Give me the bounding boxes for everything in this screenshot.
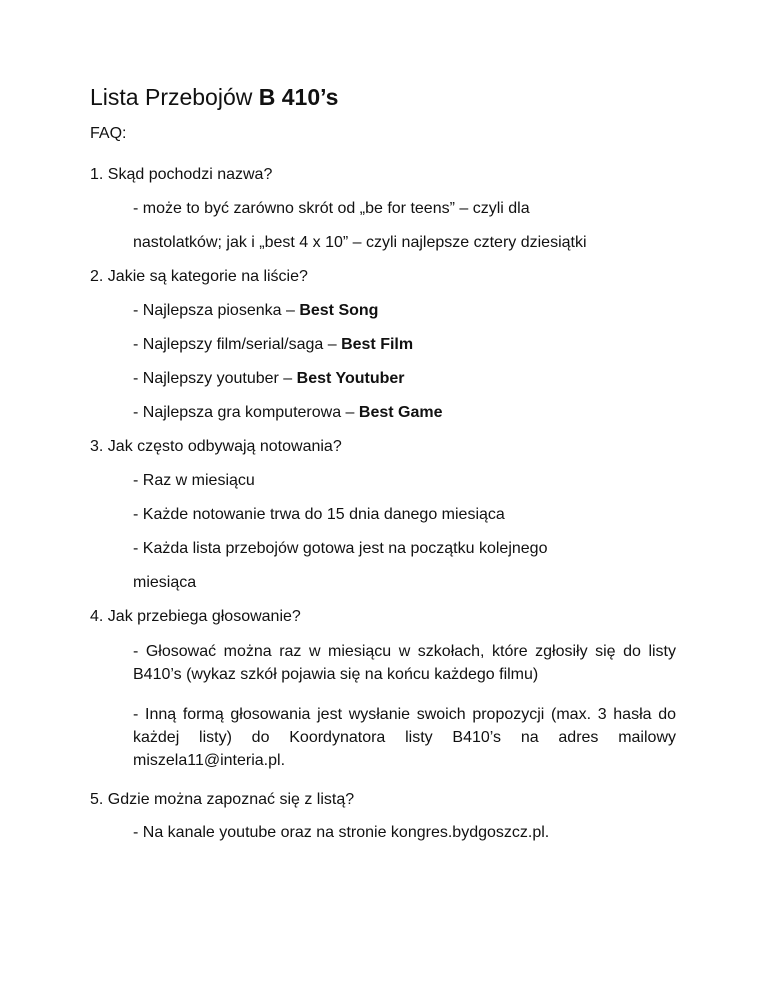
answer-3-item-3-line-1: - Każda lista przebojów gotowa jest na początku kolejnego — [133, 540, 548, 557]
category-item: - Najlepszy film/serial/saga – Best Film — [133, 336, 414, 353]
title-bold: B 410’s — [258, 84, 339, 110]
answer-3-item-2: - Każde notowanie trwa do 15 dnia danego miesiąca — [133, 506, 505, 523]
answer-4-paragraph-1: - Głosować można raz w miesiącu w szkołach, które zgłosiły się do listy B410’s (wykaz szkół pojawia się na końcu każdego filmu) — [133, 643, 676, 683]
faq-label: FAQ: — [90, 125, 127, 142]
question-1: 1. Skąd pochodzi nazwa? — [90, 166, 273, 183]
category-item: - Najlepsza gra komputerowa – Best Game — [133, 404, 443, 421]
answer-3-item-1: - Raz w miesiącu — [133, 472, 255, 489]
category-item: - Najlepsza piosenka – Best Song — [133, 302, 379, 319]
question-4: 4. Jak przebiega głosowanie? — [90, 608, 301, 625]
answer-4-paragraph-2: - Inną formą głosowania jest wysłanie swoich propozycji (max. 3 hasła do każdej listy) do Koordynatora listy B410’s na adres mailowy miszela11@interia.pl. — [133, 706, 676, 769]
answer-1-line-1: - może to być zarówno skrót od „be for teens” – czyli dla — [133, 200, 530, 217]
answer-3-item-3-line-2: miesiąca — [133, 574, 197, 591]
answer-5: - Na kanale youtube oraz na stronie kongres.bydgoszcz.pl. — [133, 824, 550, 841]
question-2: 2. Jakie są kategorie na liście? — [90, 268, 308, 285]
question-5: 5. Gdzie można zapoznać się z listą? — [90, 791, 355, 808]
category-item: - Najlepszy youtuber – Best Youtuber — [133, 370, 405, 387]
answer-1-line-2: nastolatków; jak i „best 4 x 10” – czyli najlepsze cztery dziesiątki — [133, 234, 587, 251]
page-title: Lista Przebojów B 410’s — [90, 84, 339, 110]
question-3: 3. Jak często odbywają notowania? — [90, 438, 342, 455]
